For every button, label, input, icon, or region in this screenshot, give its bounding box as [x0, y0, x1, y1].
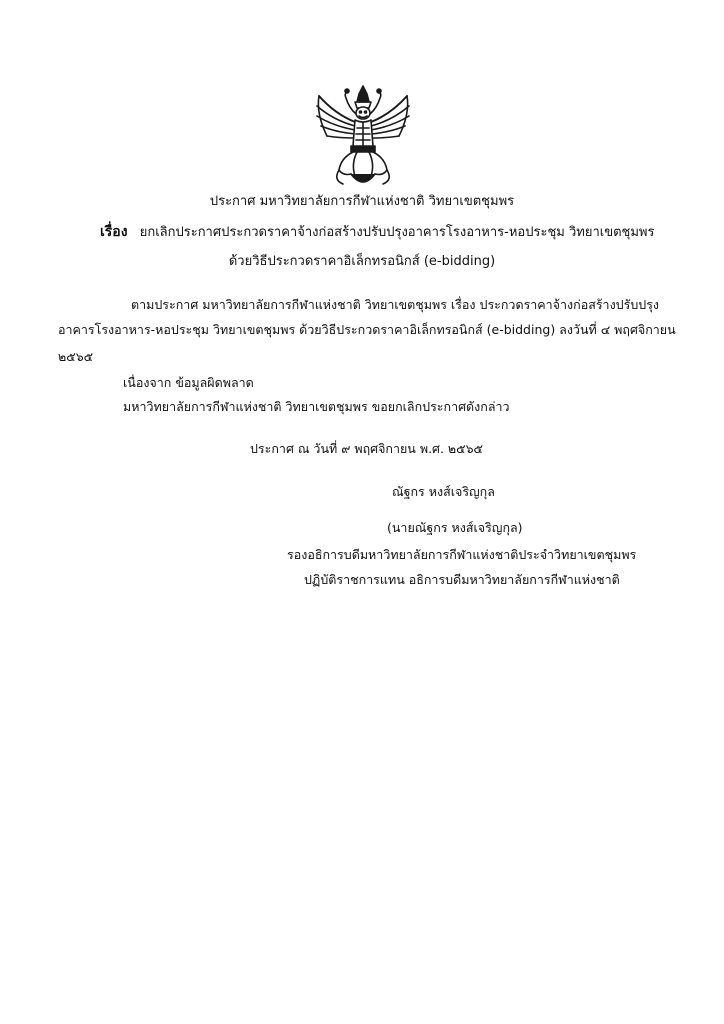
signature: ณัฐกร หงส์เจริญกุล: [392, 484, 495, 499]
announcement-title: ประกาศ มหาวิทยาลัยการกีฬาแห่งชาติ วิทยาเขตชุมพร: [209, 194, 515, 209]
subject-label: เรื่อง: [100, 224, 128, 240]
garuda-emblem-icon: [313, 84, 413, 190]
signatory-full-name: (นายณัฐกร หงส์เจริญกุล): [387, 520, 523, 535]
signatory-position-line-1: รองอธิการบดีมหาวิทยาลัยการกีฬาแห่งชาติประจำวิทยาเขตชุมพร: [287, 547, 637, 562]
reason-line: เนื่องจาก ข้อมูลผิดพลาด: [123, 375, 254, 390]
subject-row: [100, 221, 654, 243]
body-paragraph-line-2: อาคารโรงอาหาร-หอประชุม วิทยาเขตชุมพร ด้วยวิธีประกวดราคาอิเล็กทรอนิกส์ (e-bidding) ลงวันที่ ๔ พฤศจิกายน: [58, 322, 676, 337]
signatory-position-line-2: ปฏิบัติราชการแทน อธิการบดีมหาวิทยาลัยการกีฬาแห่งชาติ: [304, 572, 620, 587]
cancellation-line: มหาวิทยาลัยการกีฬาแห่งชาติ วิทยาเขตชุมพร ขอยกเลิกประกาศดังกล่าว: [123, 399, 510, 414]
subject-line-2: ด้วยวิธีประกวดราคาอิเล็กทรอนิกส์ (e-bidding): [228, 254, 496, 269]
subject-line-1: ยกเลิกประกาศประกวดราคาจ้างก่อสร้างปรับปรุงอาคารโรงอาหาร-หอประชุม วิทยาเขตชุมพร: [139, 225, 655, 240]
body-paragraph-line-3: ๒๕๖๕: [58, 349, 94, 364]
body-paragraph-line-1: ตามประกาศ มหาวิทยาลัยการกีฬาแห่งชาติ วิทยาเขตชุมพร เรื่อง ประกวดราคาจ้างก่อสร้างปรับปรุง: [131, 297, 660, 312]
announcement-date: ประกาศ ณ วันที่ ๙ พฤศจิกายน พ.ศ. ๒๕๖๕: [250, 441, 484, 456]
